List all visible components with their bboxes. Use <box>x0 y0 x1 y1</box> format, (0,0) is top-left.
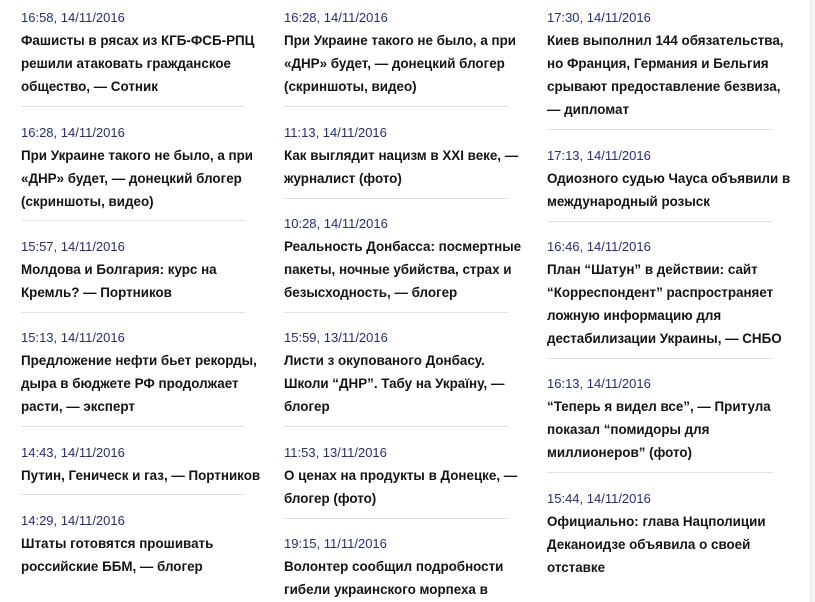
news-headline[interactable] <box>547 167 791 213</box>
headline-line[interactable]: Как выглядит нацизм в XXI веке, — <box>284 148 519 163</box>
news-timestamp[interactable]: 14:43, 14/11/2016 <box>21 445 125 460</box>
news-timestamp[interactable]: 11:13, 14/11/2016 <box>284 125 387 140</box>
news-headline[interactable] <box>21 258 245 304</box>
headline-line[interactable]: Деканоидзе объявила о своей <box>547 537 751 552</box>
news-timestamp[interactable]: 16:58, 14/11/2016 <box>21 10 125 25</box>
headline-line[interactable]: При Украине такого не было, а при <box>284 33 516 48</box>
item-divider <box>284 426 508 427</box>
item-divider <box>21 106 245 107</box>
news-timestamp[interactable]: 16:46, 14/11/2016 <box>547 239 651 254</box>
headline-line[interactable]: Штаты готовятся прошивать <box>21 536 214 551</box>
news-timestamp[interactable]: 17:13, 14/11/2016 <box>547 148 651 163</box>
headline-line[interactable]: О ценах на продукты в Донецке, — <box>284 468 518 483</box>
news-headline[interactable] <box>547 395 773 464</box>
headline-line[interactable]: (скриншоты, видео) <box>21 194 154 209</box>
headline-line[interactable]: блогер (фото) <box>284 491 377 506</box>
headline-line[interactable]: международный розыск <box>547 194 710 209</box>
headline-line[interactable]: отставке <box>547 560 606 575</box>
headline-line[interactable]: срывают предоставление безвиза, <box>547 79 781 94</box>
item-divider <box>21 494 245 495</box>
headline-line[interactable]: блогер <box>284 399 330 414</box>
news-headline[interactable] <box>284 144 519 190</box>
headline-line[interactable]: Школи “ДНР”. Табу на Україну, — <box>284 376 505 391</box>
news-timestamp[interactable]: 17:30, 14/11/2016 <box>547 10 651 25</box>
headline-line[interactable]: но Франция, Германия и Бельгия <box>547 56 769 71</box>
headline-line[interactable]: Молдова и Болгария: курс на <box>21 262 217 277</box>
headline-line[interactable]: «ДНР» будет, — донецкий блогер <box>21 171 242 186</box>
headline-line[interactable]: показал “помидоры для <box>547 422 710 437</box>
headline-line[interactable]: безысходность, — блогер <box>284 285 458 300</box>
news-timestamp[interactable]: 16:28, 14/11/2016 <box>21 125 125 140</box>
headline-line[interactable]: российские ББМ, — блогер <box>21 559 203 574</box>
news-headline[interactable] <box>21 532 245 578</box>
news-timestamp[interactable]: 11:53, 13/11/2016 <box>284 445 387 460</box>
news-timestamp[interactable]: 15:59, 13/11/2016 <box>284 330 388 345</box>
headline-line[interactable]: План “Шатун” в действии: сайт <box>547 262 758 277</box>
news-headline[interactable] <box>547 258 782 350</box>
headline-line[interactable]: Киев выполнил 144 обязательства, <box>547 33 784 48</box>
headline-line[interactable]: “Корреспондент” распространяет <box>547 285 774 300</box>
news-headline[interactable] <box>547 510 773 579</box>
news-headline[interactable] <box>284 464 518 510</box>
headline-line[interactable]: Предложение нефти бьет рекорды, <box>21 353 257 368</box>
headline-line[interactable]: общество, — Сотник <box>21 79 158 94</box>
news-headline[interactable] <box>284 555 508 601</box>
headline-line[interactable]: дыра в бюджете РФ продолжает <box>21 376 239 391</box>
headline-line[interactable]: Волонтер сообщил подробности <box>284 559 504 574</box>
news-timestamp[interactable]: 15:44, 14/11/2016 <box>547 491 651 506</box>
headline-line[interactable]: Кремль? — Портников <box>21 285 172 300</box>
headline-line[interactable]: — дипломат <box>547 102 629 117</box>
headline-line[interactable]: расти, — эксперт <box>21 399 135 414</box>
headline-line[interactable]: пакеты, ночные убийства, страх и <box>284 262 512 277</box>
headline-line[interactable]: (скриншоты, видео) <box>284 79 417 94</box>
news-headline[interactable] <box>284 235 522 304</box>
news-timestamp[interactable]: 15:13, 14/11/2016 <box>21 330 125 345</box>
item-divider <box>547 358 773 359</box>
item-divider <box>284 106 508 107</box>
news-headline[interactable] <box>284 349 508 418</box>
item-divider <box>21 426 245 427</box>
headline-line[interactable]: Фашисты в рясах из КГБ-ФСБ-РПЦ <box>21 33 255 48</box>
headline-line[interactable]: Официально: глава Нацполиции <box>547 514 766 529</box>
item-divider <box>284 312 508 313</box>
scrollbar[interactable] <box>810 0 815 602</box>
news-headline[interactable] <box>21 29 255 98</box>
headline-line[interactable]: дестабилизации Украины, — СНБО <box>547 331 782 346</box>
news-timestamp[interactable]: 19:15, 11/11/2016 <box>284 536 387 551</box>
news-headline[interactable] <box>21 144 253 213</box>
news-timestamp[interactable]: 15:57, 14/11/2016 <box>21 239 125 254</box>
headline-line[interactable]: журналист (фото) <box>284 171 402 186</box>
news-headline[interactable] <box>21 464 261 487</box>
item-divider <box>547 472 773 473</box>
item-divider <box>21 220 245 221</box>
headline-line[interactable]: “Теперь я видел все”, — Притула <box>547 399 771 414</box>
headline-line[interactable]: Одиозного судью Чауса объявили в <box>547 171 791 186</box>
news-timestamp[interactable]: 14:29, 14/11/2016 <box>21 513 125 528</box>
headline-line[interactable]: гибели украинского морпеха в <box>284 582 488 597</box>
news-headline[interactable] <box>21 349 257 418</box>
news-timestamp[interactable]: 16:13, 14/11/2016 <box>547 376 651 391</box>
headline-line[interactable]: При Украине такого не было, а при <box>21 148 253 163</box>
headline-line[interactable]: «ДНР» будет, — донецкий блогер <box>284 56 505 71</box>
news-timestamp[interactable]: 16:28, 14/11/2016 <box>284 10 388 25</box>
headline-line[interactable]: Реальность Донбасса: посмертные <box>284 239 522 254</box>
item-divider <box>21 312 245 313</box>
item-divider <box>284 198 508 199</box>
headline-line[interactable]: миллионеров” (фото) <box>547 445 692 460</box>
news-headline[interactable] <box>547 29 784 121</box>
headline-line[interactable]: ложную информацию для <box>547 308 722 323</box>
headline-line[interactable]: Путин, Геническ и газ, — Портников <box>21 468 261 483</box>
item-divider <box>284 518 508 519</box>
item-divider <box>547 129 773 130</box>
news-headline[interactable] <box>284 29 516 98</box>
news-timestamp[interactable]: 10:28, 14/11/2016 <box>284 216 388 231</box>
headline-line[interactable]: Листи з окупованого Донбасу. <box>284 353 485 368</box>
headline-line[interactable]: решили атаковать гражданское <box>21 56 231 71</box>
item-divider <box>547 221 773 222</box>
